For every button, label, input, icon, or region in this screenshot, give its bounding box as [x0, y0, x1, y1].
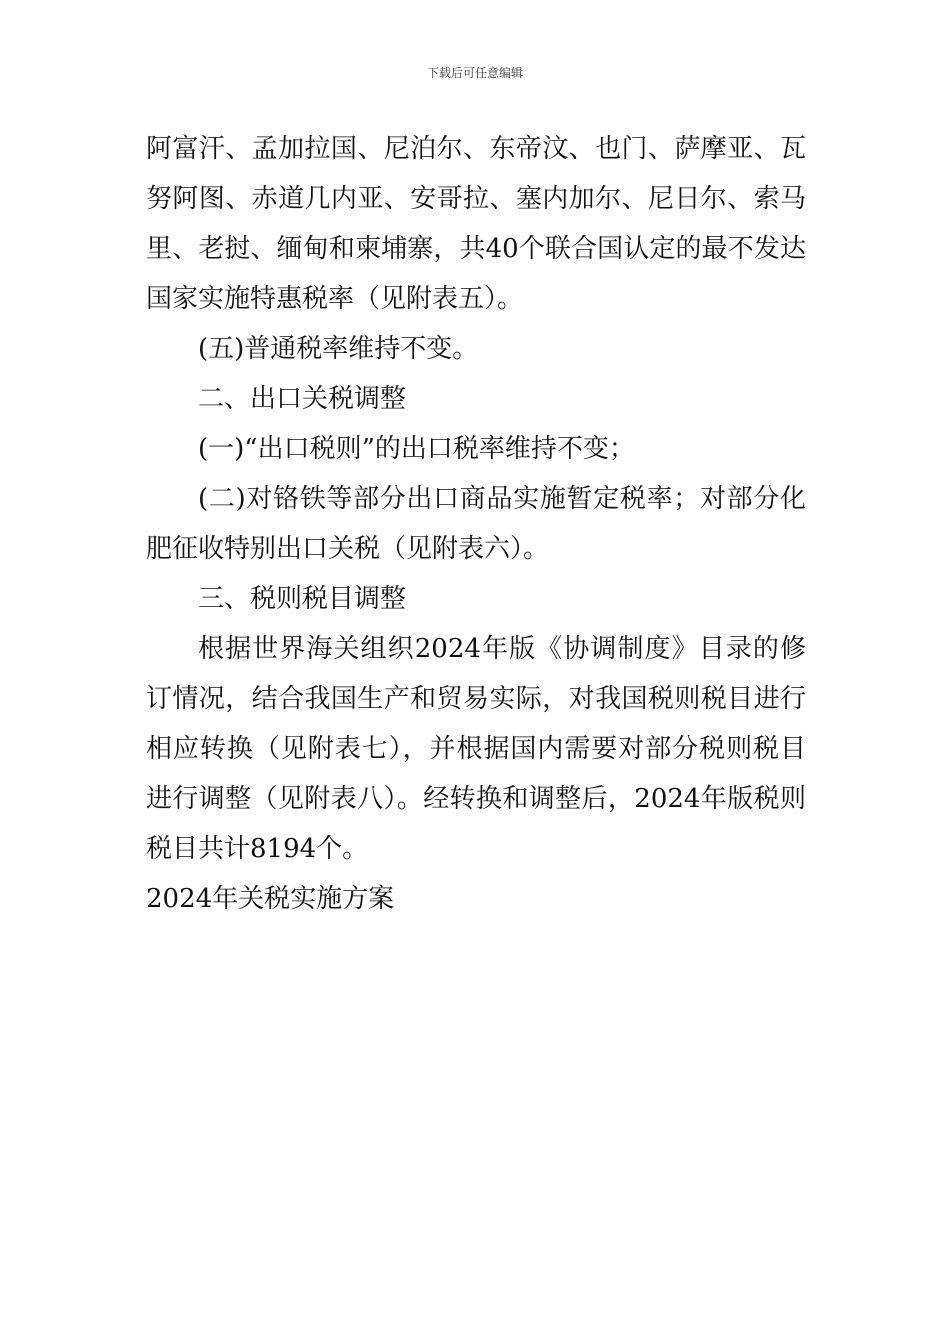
section-heading-tariff-items: 三、税则税目调整: [198, 584, 407, 614]
paragraph-provisional-rate: (二)对铬铁等部分出口商品实施暂定税率；对部分化肥征收特别出口关税（见附表六）。: [146, 484, 806, 564]
document-footer-title: 2024年关税实施方案: [146, 884, 395, 914]
section-heading-export-tariff: 二、出口关税调整: [198, 384, 407, 414]
paragraph-export-rate: (一)“出口税则”的出口税率维持不变；: [198, 434, 635, 464]
paragraph-general-rate: (五)普通税率维持不变。: [198, 334, 479, 364]
header-note: 下载后可任意编辑: [426, 66, 523, 80]
document-body: [146, 124, 806, 924]
paragraph-hs-revision: 根据世界海关组织2024年版《协调制度》目录的修订情况，结合我国生产和贸易实际，对我国税则税目进行相应转换（见附表七），并根据国内需要对部分税则税目进行调整（见附表八）。经转换和调整后，2024年版税则税目共计8194个。: [146, 634, 806, 864]
paragraph-ldc-list: 阿富汗、孟加拉国、尼泊尔、东帝汶、也门、萨摩亚、瓦努阿图、赤道几内亚、安哥拉、塞内加尔、尼日尔、索马里、老挝、缅甸和柬埔寨，共40个联合国认定的最不发达国家实施特惠税率（见附表五）。: [146, 134, 806, 314]
